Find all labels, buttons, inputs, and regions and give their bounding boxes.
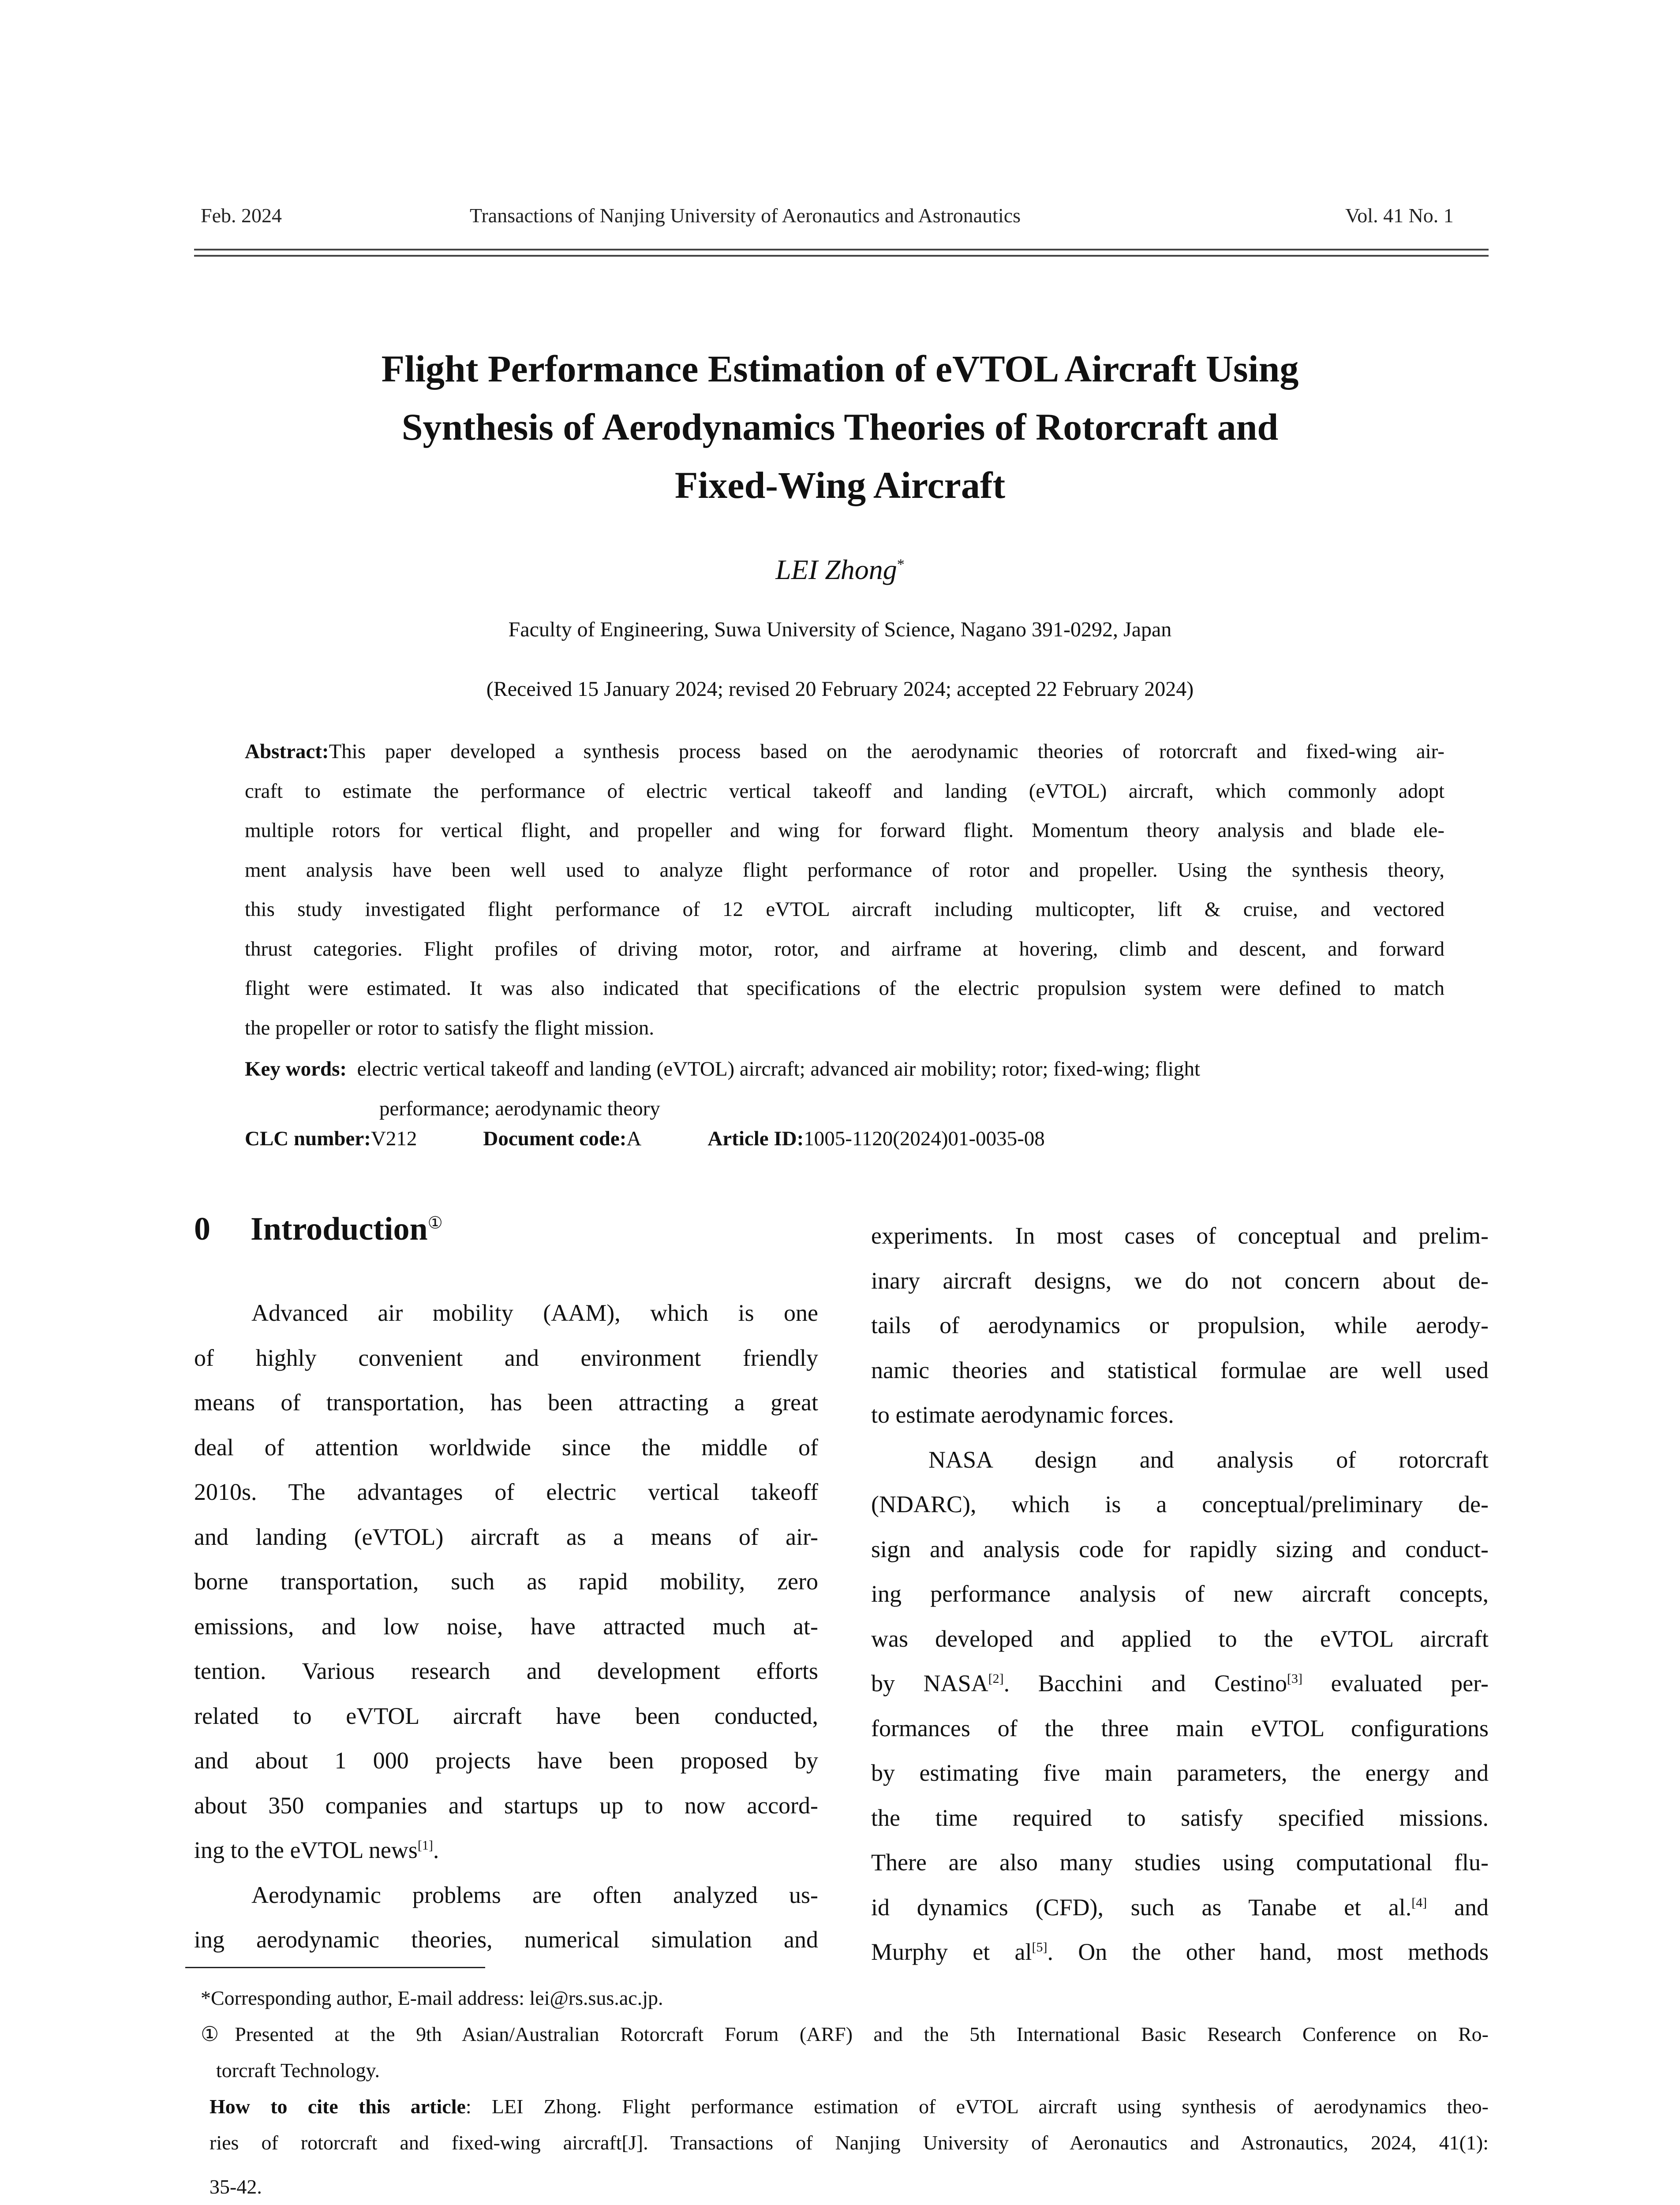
abstract-line: flight were estimated. It was also indicated that specifications of the electric propulsion system were defined to match bbox=[245, 977, 1444, 1000]
section-number: 0 bbox=[194, 1211, 210, 1247]
keywords-label: Key words: bbox=[245, 1058, 347, 1080]
citation-ref: [4] bbox=[1411, 1895, 1427, 1910]
body-line: NASA design and analysis of rotorcraft bbox=[928, 1446, 1489, 1473]
body-line: ing performance analysis of new aircraft concepts, bbox=[871, 1581, 1489, 1607]
body-line: (NDARC), which is a conceptual/preliminary de- bbox=[871, 1491, 1489, 1517]
clc-label: CLC number: bbox=[245, 1127, 371, 1150]
abstract-line: craft to estimate the performance of electric vertical takeoff and landing (eVTOL) aircraft, which commonly adopt bbox=[245, 779, 1444, 803]
title-line: Fixed-Wing Aircraft bbox=[674, 464, 1006, 506]
body-line: ing aerodynamic theories, numerical simulation and bbox=[194, 1926, 818, 1953]
header-rule-top bbox=[194, 249, 1489, 250]
abstract-line: thrust categories. Flight profiles of driving motor, rotor, and airframe at hovering, climb and descent, and forward bbox=[245, 937, 1444, 960]
header-rule-bottom bbox=[194, 255, 1489, 257]
body-line: id dynamics (CFD), such as Tanabe et al.[4] and bbox=[871, 1894, 1489, 1921]
citation-ref: [1] bbox=[417, 1838, 433, 1853]
abstract-line: Abstract:This paper developed a synthesis process based on the aerodynamic theories of rotorcraft and fixed-wing air- bbox=[245, 740, 1444, 763]
how-to-cite bbox=[201, 2089, 1489, 2205]
section-heading bbox=[194, 1211, 443, 1248]
author bbox=[0, 553, 1680, 586]
abstract-line: this study investigated flight performance of 12 eVTOL aircraft including multicopter, lift & cruise, and vectored bbox=[245, 898, 1444, 921]
body-line: Murphy et al[5]. On the other hand, most methods bbox=[871, 1939, 1489, 1965]
abstract-line: multiple rotors for vertical flight, and propeller and wing for forward flight. Momentum theory analysis and blade ele- bbox=[245, 819, 1444, 842]
citation-ref: [5] bbox=[1032, 1940, 1048, 1955]
footnote-presented: ①Presented at the 9th Asian/Australian Rotorcraft Forum (ARF) and the 5th International Basic Research Conference on Ro- bbox=[201, 2023, 1489, 2045]
clc-value: V212 bbox=[370, 1127, 417, 1150]
abstract-label: Abstract: bbox=[245, 740, 329, 763]
body-line: borne transportation, such as rapid mobility, zero bbox=[194, 1568, 818, 1595]
document-code-value: A bbox=[626, 1127, 642, 1150]
footnote-corresponding-author: *Corresponding author, E-mail address: lei@rs.sus.ac.jp. bbox=[201, 1987, 663, 2009]
cite-line: How to cite this article: LEI Zhong. Flight performance estimation of eVTOL aircraft using synthesis of aerodynamics theo- bbox=[210, 2095, 1489, 2118]
received-dates: (Received 15 January 2024; revised 20 February 2024; accepted 22 February 2024) bbox=[486, 677, 1194, 701]
body-line: the time required to satisfy specified missions. bbox=[871, 1804, 1489, 1831]
abstract-line: ment analysis have been well used to analyze flight performance of rotor and propeller. Using the synthesis theory, bbox=[245, 858, 1444, 882]
running-header-journal: Transactions of Nanjing University of Aeronautics and Astronautics bbox=[470, 204, 1021, 227]
footnote-rule bbox=[185, 1967, 485, 1968]
cite-line: ries of rotorcraft and fixed-wing aircraft[J]. Transactions of Nanjing University of Aeronautics and Astronautics, 2024, 41(1): bbox=[210, 2131, 1489, 2154]
body-line: sign and analysis code for rapidly sizing and conduct- bbox=[871, 1536, 1489, 1562]
body-line: ing to the eVTOL news[1]. bbox=[194, 1837, 439, 1863]
body-line: tention. Various research and development efforts bbox=[194, 1658, 818, 1684]
keywords-line: performance; aerodynamic theory bbox=[379, 1097, 660, 1120]
body-line: inary aircraft designs, we do not concern about de- bbox=[871, 1267, 1489, 1294]
abstract bbox=[245, 732, 1444, 1048]
body-line: formances of the three main eVTOL configurations bbox=[871, 1715, 1489, 1742]
body-line: by estimating five main parameters, the energy and bbox=[871, 1760, 1489, 1786]
title-line: Synthesis of Aerodynamics Theories of Rotorcraft and bbox=[401, 406, 1279, 448]
body-line: of highly convenient and environment friendly bbox=[194, 1344, 818, 1371]
body-line: and about 1 000 projects have been proposed by bbox=[194, 1747, 818, 1774]
left-column bbox=[194, 1291, 818, 1962]
body-line: by NASA[2]. Bacchini and Cestino[3] evaluated per- bbox=[871, 1670, 1489, 1697]
body-line: namic theories and statistical formulae are well used bbox=[871, 1357, 1489, 1383]
body-line: 2010s. The advantages of electric vertical takeoff bbox=[194, 1479, 818, 1505]
footnotes bbox=[201, 1980, 1489, 2205]
body-line: tails of aerodynamics or propulsion, while aerody- bbox=[871, 1312, 1489, 1338]
section-title: Introduction bbox=[251, 1211, 428, 1247]
body-line: Aerodynamic problems are often analyzed us- bbox=[251, 1881, 818, 1908]
footnote-presented-cont: torcraft Technology. bbox=[216, 2059, 380, 2082]
body-line: experiments. In most cases of conceptual and prelim- bbox=[871, 1222, 1489, 1249]
keywords bbox=[245, 1050, 1444, 1129]
citation-ref: [2] bbox=[988, 1671, 1004, 1686]
title-line: Flight Performance Estimation of eVTOL Aircraft Using bbox=[381, 348, 1299, 390]
body-line: and landing (eVTOL) aircraft as a means of air- bbox=[194, 1523, 818, 1550]
body-line: means of transportation, has been attracting a great bbox=[194, 1389, 818, 1416]
body-line: was developed and applied to the eVTOL aircraft bbox=[871, 1625, 1489, 1652]
footnote-mark: ① bbox=[427, 1214, 443, 1233]
running-header-volume: Vol. 41 No. 1 bbox=[1345, 204, 1454, 227]
classification-line bbox=[245, 1127, 1045, 1151]
paper-title bbox=[0, 340, 1680, 514]
article-id-value: 1005-1120(2024)01-0035-08 bbox=[804, 1127, 1045, 1150]
body-line: Advanced air mobility (AAM), which is one bbox=[251, 1300, 818, 1326]
article-id-label: Article ID: bbox=[707, 1127, 804, 1150]
running-header-date: Feb. 2024 bbox=[201, 204, 282, 227]
cite-line: 35-42. bbox=[210, 2175, 262, 2198]
body-line: to estimate aerodynamic forces. bbox=[871, 1401, 1174, 1428]
cite-label: How to cite this article bbox=[210, 2095, 466, 2118]
right-column bbox=[871, 1214, 1489, 1975]
abstract-line: the propeller or rotor to satisfy the flight mission. bbox=[245, 1016, 655, 1039]
body-line: deal of attention worldwide since the middle of bbox=[194, 1434, 818, 1461]
body-line: related to eVTOL aircraft have been conducted, bbox=[194, 1702, 818, 1729]
corresponding-author-mark: * bbox=[897, 556, 905, 573]
keywords-line: Key words: electric vertical takeoff and landing (eVTOL) aircraft; advanced air mobility; rotor; fixed-wing; flight bbox=[245, 1058, 1201, 1080]
body-line: about 350 companies and startups up to now accord- bbox=[194, 1792, 818, 1819]
author-name: LEI Zhong bbox=[775, 554, 897, 585]
document-code-label: Document code: bbox=[483, 1127, 627, 1150]
citation-ref: [3] bbox=[1287, 1671, 1302, 1686]
affiliation: Faculty of Engineering, Suwa University of Science, Nagano 391-0292, Japan bbox=[508, 618, 1172, 641]
body-line: There are also many studies using computational flu- bbox=[871, 1849, 1489, 1876]
body-line: emissions, and low noise, have attracted much at- bbox=[194, 1613, 818, 1640]
